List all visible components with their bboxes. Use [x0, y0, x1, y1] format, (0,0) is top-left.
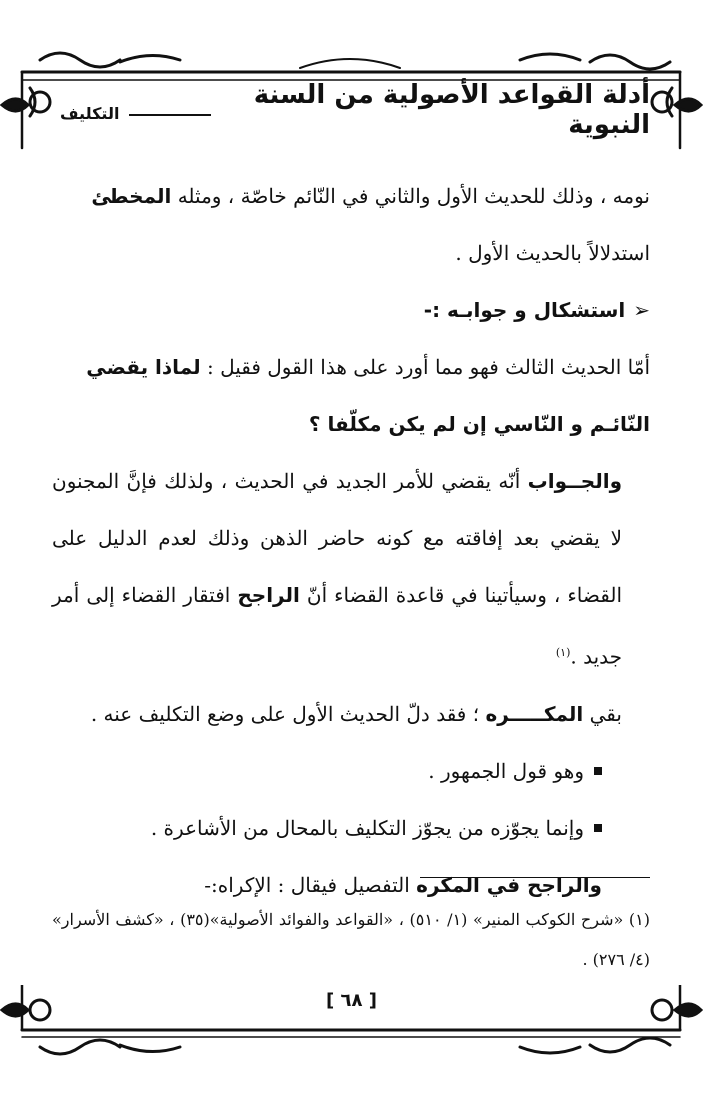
arrow-bullet-icon: ➢ — [633, 298, 650, 322]
bullet-2-text: وإنما يجوّزه من يجوّز التكليف بالمحال من الأشاعرة . — [150, 815, 584, 840]
paragraph-1-text: نومه ، وذلك للحديث الأول والثاني في النّائم خاصّة ، ومثله — [171, 184, 650, 208]
paragraph-3-text: أمّا الحديث الثالث فهو مما أورد على هذا القول فقيل : — [200, 355, 650, 379]
paragraph-coerced — [52, 686, 650, 743]
footnote: (١) «شرح الكوكب المنير» (١/ ٥١٠) ، «القواعد والفوائد الأصولية»(٣٥) ، «كشف الأسرار» (٤/ ٢٧٦) . — [52, 910, 650, 969]
header-title: أدلة القواعد الأصولية من السنة النبوية — [253, 80, 650, 140]
paragraph-2: استدلالاً بالحديث الأول . — [455, 241, 650, 265]
coerced-text: ؛ فقد دلّ الحديث الأول على وضع التكليف عنه . — [90, 701, 486, 726]
bullet-1-text: وهو قول الجمهور . — [428, 758, 584, 783]
preferred-bold: والراجح في المكره — [416, 872, 602, 897]
paragraph-3-question: النّائـم و النّاسي إن لم يكن مكلّفا ؟ — [308, 412, 650, 436]
answer-label: والجــواب — [527, 469, 622, 493]
paragraph-3 — [52, 339, 650, 453]
paragraph-1 — [52, 168, 650, 225]
coerced-prefix: بقي — [583, 701, 622, 726]
main-text — [52, 168, 650, 914]
paragraph-3-bold: لماذا يقضي — [86, 355, 201, 379]
ornament-frame-bottom — [0, 985, 703, 1065]
bullet-item — [52, 743, 650, 800]
page-number: [ ٦٨ ] — [326, 990, 377, 1011]
paragraph-answer — [52, 453, 650, 686]
running-header — [60, 80, 650, 140]
section-heading — [52, 282, 650, 339]
header-section: التكليف — [60, 103, 120, 123]
header-divider — [129, 114, 210, 116]
paragraph-1-bold: المخطئ — [91, 184, 172, 208]
answer-bold: الراجح — [237, 583, 300, 607]
section-heading-text: استشكال و جوابـه :- — [423, 298, 626, 322]
coerced-bold: المكـــــره — [485, 701, 584, 726]
square-bullet-icon — [594, 767, 602, 775]
footnote-separator — [420, 877, 650, 878]
footnote-marker: (١) — [555, 646, 571, 659]
bullet-item — [52, 800, 650, 857]
answer-end: افتقار القضاء إلى أمر جديد . — [52, 583, 622, 669]
preferred-text: التفصيل فيقال : الإكراه:- — [204, 872, 417, 897]
answer-text: أنّه يقضي للأمر الجديد في الحديث ، ولذلك فإنَّ المجنون لا يقضي بعد إفاقته مع كونه حاضر الذهن وذلك لعدم الدليل على القضاء ، وسيأتينا في قاعدة القضاء أنّ — [52, 469, 623, 607]
square-bullet-icon — [594, 824, 602, 832]
